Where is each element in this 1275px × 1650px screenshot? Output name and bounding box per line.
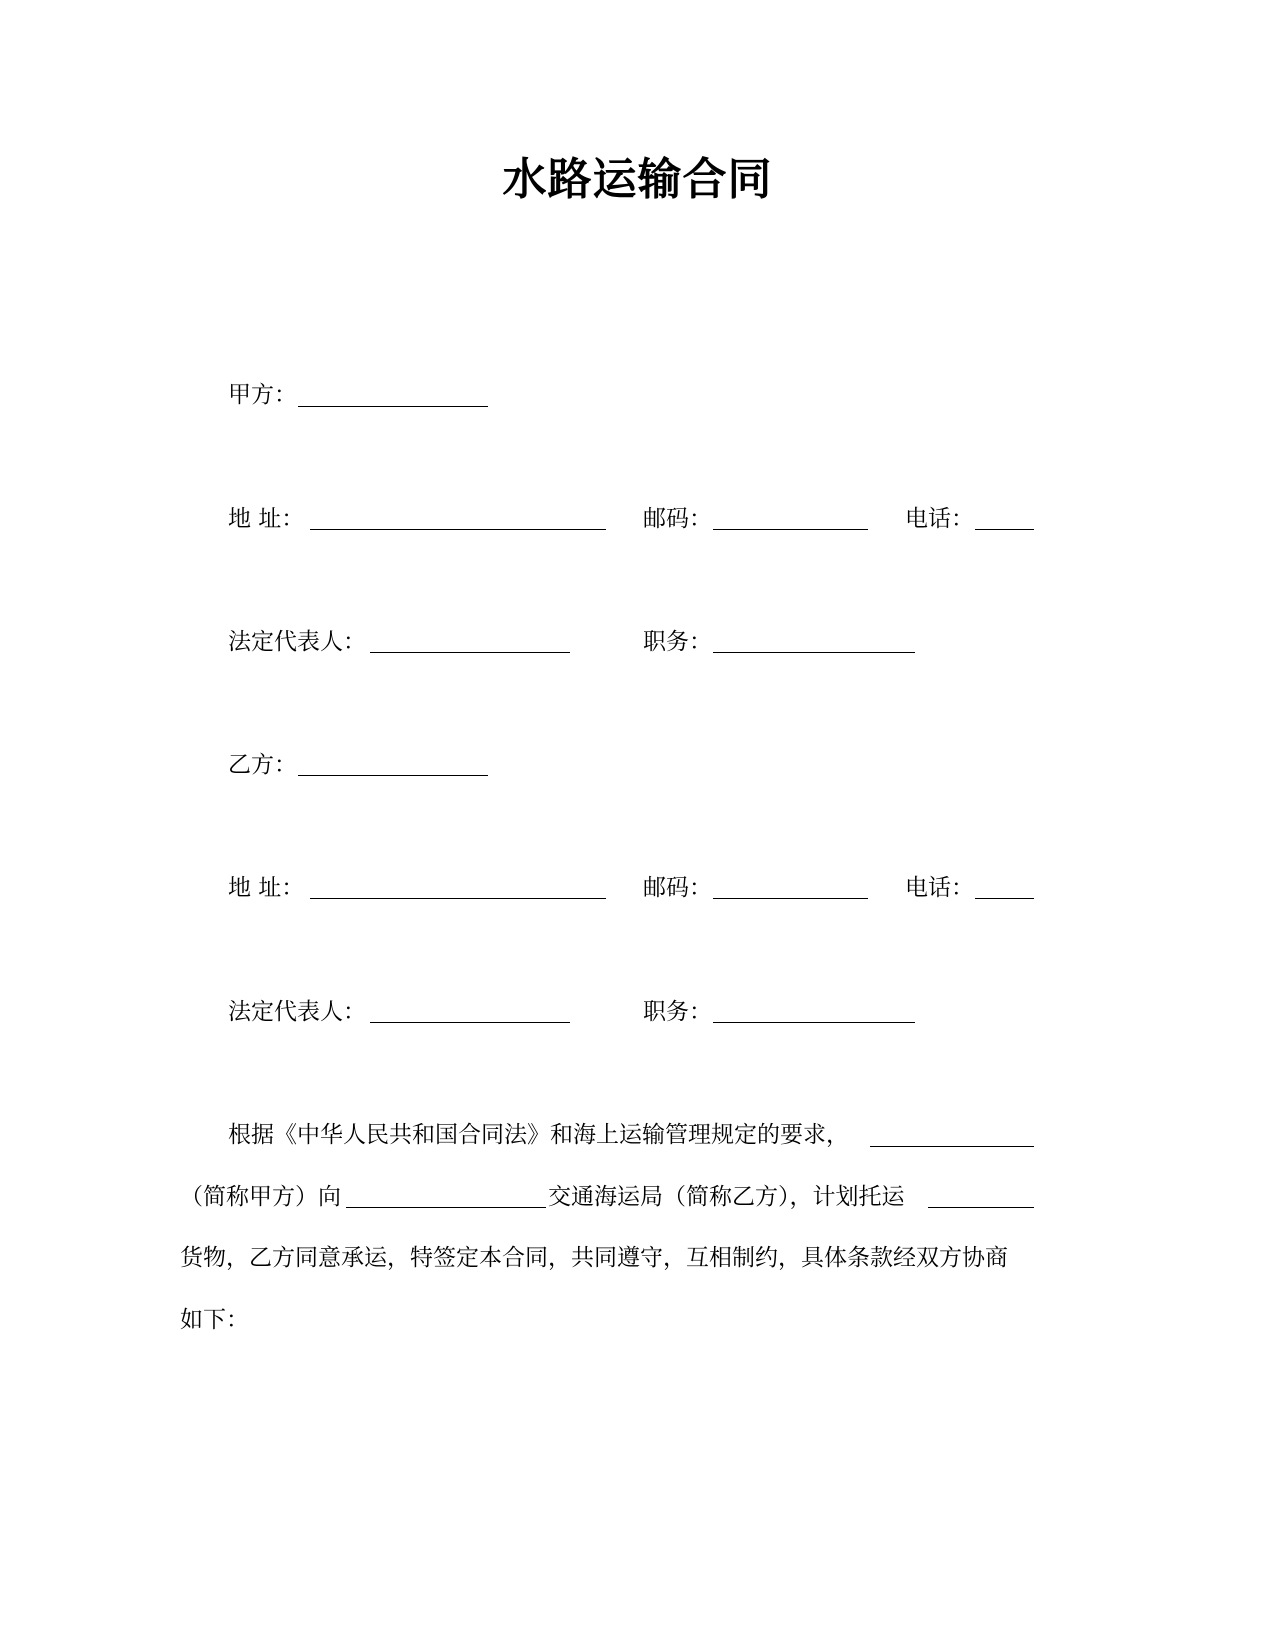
party-b-position-blank[interactable] bbox=[713, 1022, 915, 1023]
body-goods-blank[interactable] bbox=[928, 1207, 1034, 1208]
party-a-name-label: 甲方： bbox=[228, 382, 297, 408]
party-a-phone-label: 电话： bbox=[905, 506, 974, 532]
party-a-legal-rep-blank[interactable] bbox=[370, 652, 570, 653]
body-line-2b: 交通海运局（简称乙方），计划托运 bbox=[548, 1184, 905, 1210]
body-line-3: 货物，乙方同意承运，特签定本合同，共同遵守，互相制约，具体条款经双方协商 bbox=[180, 1245, 1008, 1271]
party-a-position-blank[interactable] bbox=[713, 652, 915, 653]
party-a-legal-rep-label: 法定代表人： bbox=[228, 629, 366, 655]
body-line-2a: （简称甲方）向 bbox=[180, 1184, 341, 1210]
party-b-name-label: 乙方： bbox=[228, 752, 297, 778]
party-b-postcode-blank[interactable] bbox=[713, 898, 868, 899]
party-a-postcode-blank[interactable] bbox=[713, 529, 868, 530]
body-line-1: 根据《中华人民共和国合同法》和海上运输管理规定的要求， bbox=[228, 1122, 849, 1148]
party-a-address-label: 地 址： bbox=[228, 506, 305, 532]
party-b-name-blank[interactable] bbox=[298, 775, 488, 776]
party-a-position-label: 职务： bbox=[643, 629, 712, 655]
party-a-address-blank[interactable] bbox=[310, 529, 606, 530]
party-a-phone-blank[interactable] bbox=[975, 529, 1034, 530]
party-b-phone-blank[interactable] bbox=[975, 898, 1034, 899]
party-b-legal-rep-blank[interactable] bbox=[370, 1022, 570, 1023]
party-a-postcode-label: 邮码： bbox=[643, 506, 712, 532]
document-title: 水路运输合同 bbox=[502, 154, 773, 205]
party-b-legal-rep-label: 法定代表人： bbox=[228, 999, 366, 1025]
party-b-address-blank[interactable] bbox=[310, 898, 606, 899]
party-a-name-blank[interactable] bbox=[298, 406, 488, 407]
party-b-phone-label: 电话： bbox=[905, 875, 974, 901]
party-b-postcode-label: 邮码： bbox=[643, 875, 712, 901]
body-party-b-blank[interactable] bbox=[346, 1207, 546, 1208]
body-party-a-blank[interactable] bbox=[870, 1146, 1034, 1147]
party-b-address-label: 地 址： bbox=[228, 875, 305, 901]
body-line-4: 如下： bbox=[180, 1307, 249, 1333]
party-b-position-label: 职务： bbox=[643, 999, 712, 1025]
